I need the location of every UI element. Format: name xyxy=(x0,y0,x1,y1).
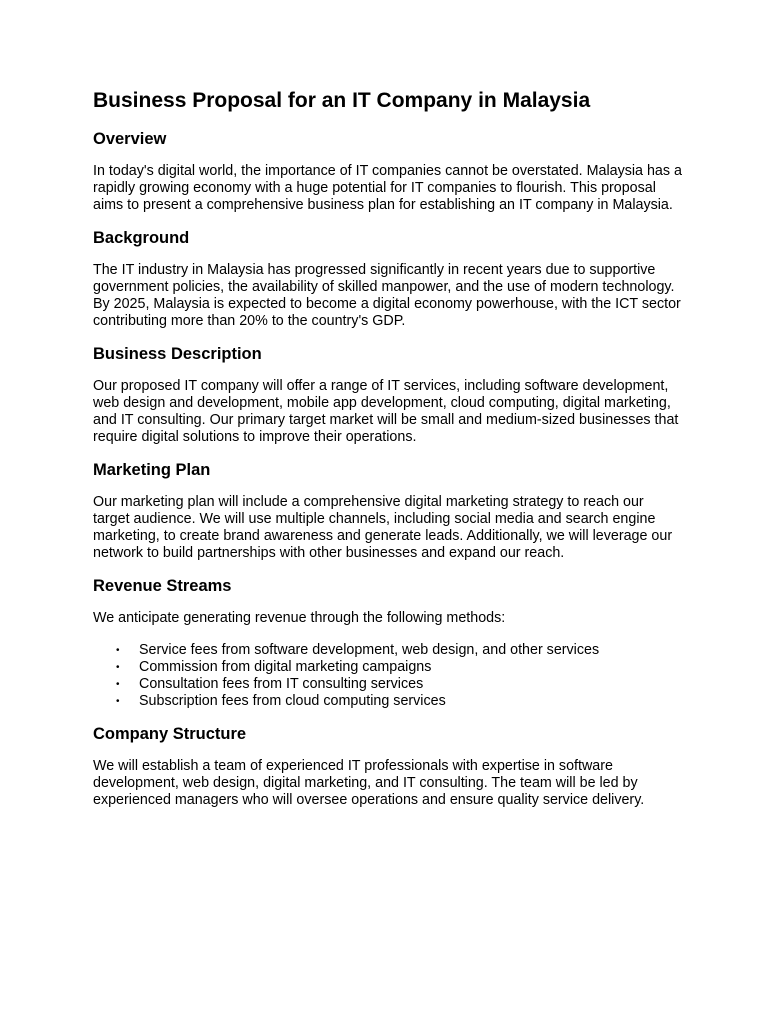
bullet-icon: • xyxy=(116,662,120,673)
list-item xyxy=(116,676,683,693)
bullet-icon: • xyxy=(116,696,120,707)
section-paragraph: In today's digital world, the importance of IT companies cannot be overstated. Malaysia has a rapidly growing economy with a huge potential for IT companies to flourish. This proposal aims to present a comprehensive business plan for establishing an IT company in Malaysia. xyxy=(93,163,682,213)
section-heading: Company Structure xyxy=(93,725,247,743)
list-item xyxy=(116,693,683,710)
list-item xyxy=(116,642,683,659)
section-heading: Revenue Streams xyxy=(93,577,232,595)
section-marketing-plan xyxy=(93,459,683,562)
section-company-structure xyxy=(93,723,683,809)
section-heading: Business Description xyxy=(93,345,262,363)
bullet-icon: • xyxy=(116,679,120,690)
section-heading: Overview xyxy=(93,130,167,148)
section-paragraph: The IT industry in Malaysia has progressed significantly in recent years due to supportive government policies, the availability of skilled manpower, and the use of modern technology. By 2025, Malaysia is expected to become a digital economy powerhouse, with the ICT sector contributing more than 20% to the country's GDP. xyxy=(93,262,681,329)
document-title: Business Proposal for an IT Company in Malaysia xyxy=(93,89,591,112)
document-page xyxy=(93,86,683,809)
section-paragraph: Our marketing plan will include a comprehensive digital marketing strategy to reach our target audience. We will use multiple channels, including social media and search engine marketing, to create brand awareness and generate leads. Additionally, we will leverage our network to build partnerships with other businesses and expand our reach. xyxy=(93,494,673,561)
list-item-text: Subscription fees from cloud computing services xyxy=(139,693,446,709)
section-revenue-streams xyxy=(93,575,683,710)
list-item-text: Consultation fees from IT consulting services xyxy=(139,676,424,692)
bullet-icon: • xyxy=(116,645,120,656)
list-item-text: Service fees from software development, web design, and other services xyxy=(139,642,600,658)
section-heading: Background xyxy=(93,229,190,247)
section-business-description xyxy=(93,343,683,446)
section-paragraph: Our proposed IT company will offer a range of IT services, including software development, web design and development, mobile app development, cloud computing, digital marketing, and IT consulting. Our primary target market will be small and medium-sized businesses that require digital solutions to improve their operations. xyxy=(93,378,679,445)
revenue-list xyxy=(93,642,683,710)
section-overview xyxy=(93,128,683,214)
list-item xyxy=(116,659,683,676)
section-paragraph: We anticipate generating revenue through the following methods: xyxy=(93,610,506,626)
section-background xyxy=(93,227,683,330)
section-paragraph: We will establish a team of experienced IT professionals with expertise in software development, web design, digital marketing, and IT consulting. The team will be led by experienced managers who will oversee operations and ensure quality service delivery. xyxy=(93,758,645,808)
section-heading: Marketing Plan xyxy=(93,461,211,479)
list-item-text: Commission from digital marketing campaigns xyxy=(139,659,432,675)
